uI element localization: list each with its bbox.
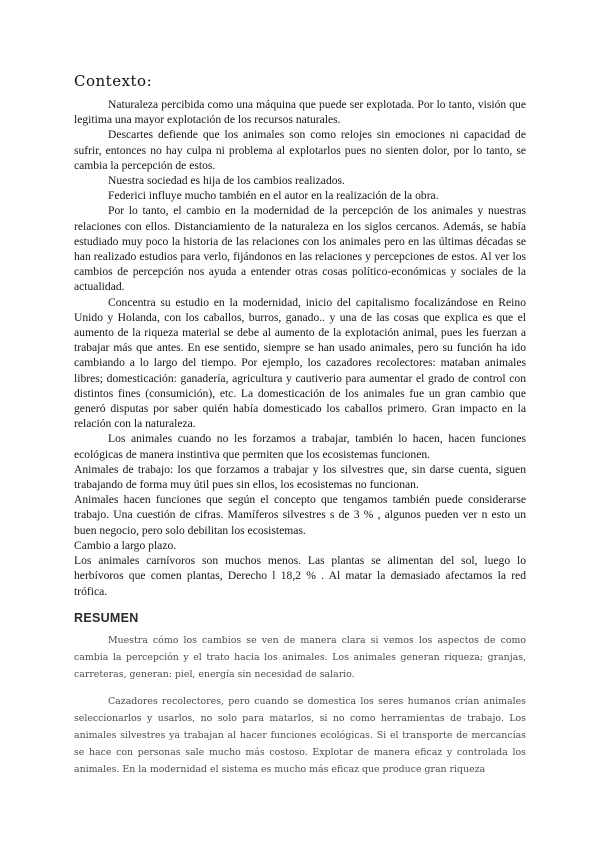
contexto-paragraph: Concentra su estudio en la modernidad, inicio del capitalismo focalizándose en Reino Unido y Holanda, con los caballos, burros, ganado.. y una de las cosas que explica es que el aumento de la riqueza material se debe al aumento de la explotación animal, pues les fuerzan a trabajar más que antes. En ese sentido, siempre se han usado animales, pero su función ha ido cambiando a lo largo del tiempo. Por ejemplo, los cazadores recolectores: mataban animales libres; domesticación: ganadería, agricultura y cautiverio para aumentar el grado de control con distintos fines (consumición), etc. La domesticación de los animales fue un gran cambio que generó disputas por saber quién había domesticado los caballos primero. Gran impacto en la relación con la naturaleza. bbox=[74, 295, 526, 431]
contexto-paragraph: Naturaleza percibida como una máquina que puede ser explotada. Por lo tanto, visión que legitima una mayor explotación de los recursos naturales. bbox=[74, 98, 526, 127]
resumen-paragraph: Cazadores recolectores, pero cuando se domestica los seres humanos crían animales seleccionarlos y usarlos, no solo para matarlos, si no como herramientas de trabajo. Los animales silvestres ya trabajan al hacer funciones ecológicas. Si el transporte de mercancías se hace con personas sale mucho más costoso. Explotar de manera eficaz y controlada los animales. En la modernidad el sistema es mucho más eficaz que produce gran riqueza bbox=[74, 695, 526, 776]
resumen-heading: RESUMEN bbox=[74, 611, 139, 625]
contexto-paragraph: Los animales cuando no les forzamos a trabajar, también lo hacen, hacen funciones ecológicas de manera instintiva que permiten que los ecosistemas funcionen. bbox=[74, 432, 526, 461]
contexto-body bbox=[74, 97, 526, 599]
contexto-paragraph: Nuestra sociedad es hija de los cambios realizados. bbox=[108, 174, 345, 188]
contexto-paragraph: Federici influye mucho también en el autor en la realización de la obra. bbox=[108, 189, 439, 203]
contexto-heading: Contexto: bbox=[74, 72, 153, 90]
contexto-paragraph: Los animales carnívoros son muchos menos. Las plantas se alimentan del sol, luego lo herbívoros que comen plantas, Derecho l 18,2 % . Al matar la demasiado afectamos la red trófica. bbox=[74, 554, 526, 598]
resumen-paragraph: Muestra cómo los cambios se ven de manera clara si vemos los aspectos de como cambia la percepción y el trato hacia los animales. Los animales generan riqueza; granjas, carreteras, generan: piel, energía sin necesidad de salario. bbox=[74, 635, 526, 681]
contexto-paragraph: Por lo tanto, el cambio en la modernidad de la percepción de los animales y nuestras relaciones con ellos. Distanciamiento de la naturaleza en los siglos cercanos. Además, se había estudiado muy poco la historia de las relaciones con los animales pero en las últimas décadas se han realizado estudios para verlo, fijándonos en las relaciones y percepciones de estos. Al ver los cambios de percepción nos ayuda a entender otras cosas político-económicas y sociales de la actualidad. bbox=[74, 204, 526, 294]
contexto-paragraph: Animales de trabajo: los que forzamos a trabajar y los silvestres que, sin darse cuenta, siguen trabajando de forma muy útil pues sin ellos, los ecosistemas no funcionan. bbox=[74, 462, 526, 492]
contexto-paragraph: Descartes defiende que los animales son como relojes sin emociones ni capacidad de sufrir, entonces no hay culpa ni problema al explotarlos pues no sienten dolor, por lo tanto, se cambia la percepción de estos. bbox=[74, 128, 526, 172]
contexto-paragraph: Cambio a largo plazo. bbox=[74, 538, 177, 552]
resumen-body bbox=[74, 632, 526, 788]
contexto-paragraph: Animales hacen funciones que según el concepto que tengamos también puede considerarse trabajo. Una cuestión de cifras. Mamíferos silvestres s de 3 % , algunos pueden ver n esto un buen negocio, pero solo debilitan los ecosistemas. bbox=[74, 493, 526, 537]
